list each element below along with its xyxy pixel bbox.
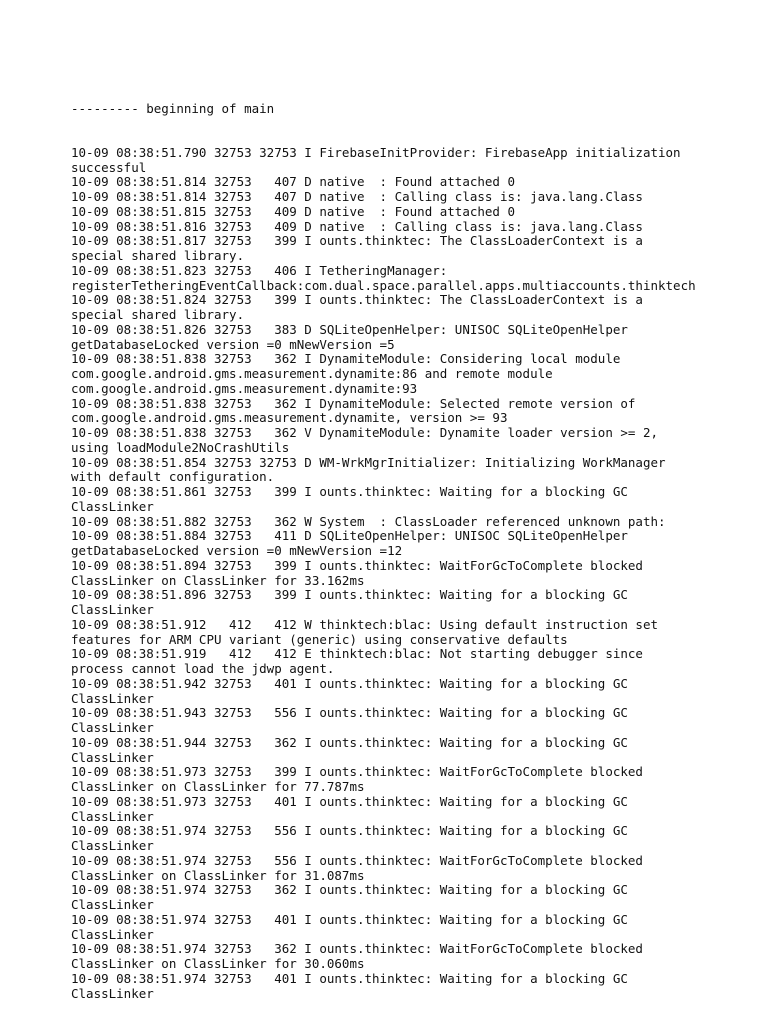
log-line: ClassLinker [71,808,154,824]
log-line: ClassLinker [71,602,154,617]
log-line: ClassLinker [71,985,154,1001]
log-line: 10-09 08:38:51.817 32753 399 I ounts.thinktec: The ClassLoaderContext is a [71,233,643,249]
log-line: ClassLinker [71,720,154,735]
log-line: 10-09 08:38:51.942 32753 401 I ounts.thinktec: Waiting for a blocking GC [71,675,628,691]
log-line: 10-09 08:38:51.896 32753 399 I ounts.thinktec: Waiting for a blocking GC [71,587,628,603]
log-line: 10-09 08:38:51.974 32753 556 I ounts.thinktec: Waiting for a blocking GC [71,823,628,839]
log-line: 10-09 08:38:51.814 32753 407 D native : Found attached 0 [71,174,516,190]
log-line: 10-09 08:38:51.974 32753 556 I ounts.thinktec: WaitForGcToComplete blocked [71,852,643,868]
log-line: 10-09 08:38:51.943 32753 556 I ounts.thinktec: Waiting for a blocking GC [71,705,628,721]
log-line: ClassLinker [71,926,154,942]
log-line: ClassLinker on ClassLinker for 30.060ms [71,956,365,971]
log-line: 10-09 08:38:51.861 32753 399 I ounts.thinktec: Waiting for a blocking GC [71,484,628,499]
log-line: ClassLinker on ClassLinker for 77.787ms [71,779,365,794]
log-line: 10-09 08:38:51.838 32753 362 I DynamiteModule: Considering local module [71,351,621,367]
log-line: 10-09 08:38:51.884 32753 411 D SQLiteOpenHelper: UNISOC SQLiteOpenHelper [71,528,628,544]
log-line: com.google.android.gms.measurement.dynamite:93 [71,380,418,396]
log-line: 10-09 08:38:51.826 32753 383 D SQLiteOpenHelper: UNISOC SQLiteOpenHelper [71,321,628,337]
log-header: --------- beginning of main [71,100,275,116]
log-line: ClassLinker [71,749,154,765]
log-line: ClassLinker [71,498,154,514]
log-line: ClassLinker [71,838,154,853]
log-line: getDatabaseLocked version =0 mNewVersion =12 [71,543,403,558]
log-line: ClassLinker on ClassLinker for 31.087ms [71,867,365,883]
log-line: 10-09 08:38:51.944 32753 362 I ounts.thinktec: Waiting for a blocking GC [71,734,628,750]
logcat-output [71,72,731,1001]
log-line: 10-09 08:38:51.838 32753 362 V DynamiteModule: Dynamite loader version >= 2, [71,425,658,440]
log-line: ClassLinker [71,897,154,912]
log-line: 10-09 08:38:51.815 32753 409 D native : Found attached 0 [71,203,516,219]
log-line: 10-09 08:38:51.814 32753 407 D native : Calling class is: java.lang.Class [71,189,643,204]
log-line: 10-09 08:38:51.974 32753 362 I ounts.thinktec: Waiting for a blocking GC [71,882,628,898]
log-line: 10-09 08:38:51.838 32753 362 I DynamiteModule: Selected remote version of [71,395,636,411]
log-line: 10-09 08:38:51.823 32753 406 I TetheringManager: [71,262,448,278]
log-line: 10-09 08:38:51.973 32753 401 I ounts.thinktec: Waiting for a blocking GC [71,793,628,809]
log-line: 10-09 08:38:51.824 32753 399 I ounts.thinktec: The ClassLoaderContext is a [71,292,643,308]
log-line: process cannot load the jdwp agent. [71,661,335,676]
log-line: successful [71,159,147,175]
log-line: special shared library. [71,307,245,322]
log-line: 10-09 08:38:51.854 32753 32753 D WM-WrkMgrInitializer: Initializing WorkManager [71,454,666,470]
log-line: 10-09 08:38:51.912 412 412 W thinktech:blac: Using default instruction set [71,616,658,632]
log-line: 10-09 08:38:51.790 32753 32753 I FirebaseInitProvider: FirebaseApp initialization [71,144,681,160]
log-line: com.google.android.gms.measurement.dynamite:86 and remote module [71,366,553,381]
log-line: 10-09 08:38:51.919 412 412 E thinktech:blac: Not starting debugger since [71,646,643,662]
log-line: 10-09 08:38:51.974 32753 362 I ounts.thinktec: WaitForGcToComplete blocked [71,941,643,957]
log-line: com.google.android.gms.measurement.dynamite, version >= 93 [71,410,508,426]
log-line: with default configuration. [71,469,275,485]
log-line: 10-09 08:38:51.973 32753 399 I ounts.thinktec: WaitForGcToComplete blocked [71,764,643,780]
log-line: 10-09 08:38:51.816 32753 409 D native : Calling class is: java.lang.Class [71,218,643,234]
log-line: ClassLinker [71,690,154,706]
log-line: getDatabaseLocked version =0 mNewVersion =5 [71,336,395,352]
log-line: 10-09 08:38:51.882 32753 362 W System : ClassLoader referenced unknown path: [71,513,666,529]
log-line: 10-09 08:38:51.974 32753 401 I ounts.thinktec: Waiting for a blocking GC [71,911,628,927]
log-line: special shared library. [71,248,245,263]
log-line: 10-09 08:38:51.974 32753 401 I ounts.thinktec: Waiting for a blocking GC [71,970,628,986]
log-line: features for ARM CPU variant (generic) using conservative defaults [71,631,568,647]
log-line: registerTetheringEventCallback:com.dual.space.parallel.apps.multiaccounts.thinktech [71,277,696,293]
log-line: using loadModule2NoCrashUtils [71,439,290,455]
log-line: 10-09 08:38:51.894 32753 399 I ounts.thinktec: WaitForGcToComplete blocked [71,557,643,573]
log-line: ClassLinker on ClassLinker for 33.162ms [71,572,365,588]
